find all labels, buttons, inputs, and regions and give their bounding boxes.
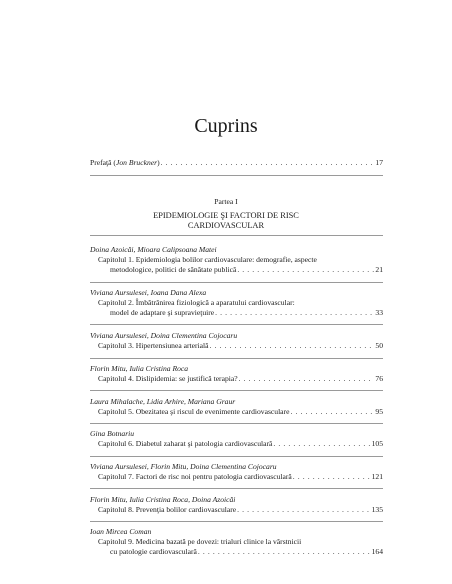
divider [90, 358, 383, 359]
toc-entry-chapter-2[interactable] [110, 308, 383, 318]
toc-entry-chapter-7[interactable] [98, 472, 383, 482]
chapter-title: Capitolul 7. Factori de risc noi pentru patologia cardiovasculară [98, 472, 292, 481]
page-number: 33 [375, 308, 383, 317]
chapter-title: Capitolul 6. Diabetul zaharat şi patologia cardiovasculară [98, 439, 273, 448]
divider [90, 423, 383, 424]
leader-dots [210, 341, 375, 351]
part-label: Partea I [214, 197, 238, 206]
chapter-authors: Doina Azoicăi, Mioara Calipsoana Matei [90, 245, 217, 254]
toc-entry-chapter-3[interactable] [98, 341, 383, 351]
chapter-title[interactable]: Capitolul 9. Medicina bazată pe dovezi: trialuri clinice la vârstnicii [98, 537, 302, 546]
toc-entry-chapter-4[interactable] [98, 374, 383, 384]
chapter-authors: Laura Mihalache, Lidia Arhire, Mariana Graur [90, 397, 236, 406]
page-number: 105 [371, 439, 383, 448]
leader-dots [273, 439, 370, 449]
toc-entry-preface[interactable]: Prefaţă (Jon Bruckner) . . . 17 [90, 158, 383, 168]
page-number: 17 [375, 158, 383, 167]
leader-dots [237, 265, 374, 275]
leader-dots [290, 407, 374, 417]
chapter-title-cont: cu patologie cardiovasculară [110, 547, 197, 556]
preface-author: Jon Bruckner [115, 158, 158, 167]
toc-entry-chapter-8[interactable] [98, 505, 383, 515]
page-number: 50 [375, 341, 383, 350]
divider [90, 235, 383, 236]
chapter-title-cont: model de adaptare şi supravieţuire [110, 308, 215, 317]
leader-dots [239, 374, 375, 384]
chapter-authors: Viviana Aursulesei, Doina Clementina Cojocaru [90, 331, 238, 340]
part-heading-line2: CARDIOVASCULAR [187, 221, 265, 230]
divider [90, 282, 383, 283]
chapter-title: Capitolul 3. Hipertensiunea arterială [98, 341, 209, 350]
chapter-authors: Viviana Aursulesei, Ioana Dana Alexa [90, 288, 207, 297]
divider [90, 175, 383, 176]
chapter-authors: Florin Mitu, Iulia Cristina Roca [90, 364, 189, 373]
preface-label: Prefaţă [90, 158, 112, 167]
page-number: 76 [375, 374, 383, 383]
toc-entry-chapter-6[interactable] [98, 439, 383, 449]
page-title: Cuprins [194, 115, 258, 137]
divider [90, 521, 383, 522]
divider [90, 324, 383, 325]
leader-dots [237, 505, 370, 515]
chapter-authors: Florin Mitu, Iulia Cristina Roca, Doina Azoicăi [90, 495, 236, 504]
page-number: 164 [371, 547, 383, 556]
toc-entry-chapter-1[interactable] [110, 265, 383, 275]
chapter-authors: Ioan Mircea Coman [90, 527, 152, 536]
divider [90, 390, 383, 391]
chapter-authors: Gina Botnariu [90, 429, 135, 438]
divider [90, 456, 383, 457]
leader-dots [215, 308, 374, 318]
chapter-title: Capitolul 4. Dislipidemia: se justifică terapia? [98, 374, 238, 383]
chapter-title: Capitolul 8. Prevenţia bolilor cardiovasculare [98, 505, 237, 514]
page-number: 121 [371, 472, 383, 481]
divider [90, 488, 383, 489]
page-number: 21 [375, 265, 383, 274]
part-heading-line1: EPIDEMIOLOGIE ŞI FACTORI DE RISC [153, 211, 299, 220]
chapter-title: Capitolul 5. Obezitatea şi riscul de evenimente cardiovasculare [98, 407, 290, 416]
chapter-authors: Viviana Aursulesei, Florin Mitu, Doina Clementina Cojocaru [90, 462, 277, 471]
chapter-title[interactable]: Capitolul 2. Îmbătrânirea fiziologică a aparatului cardiovascular: [98, 298, 295, 307]
page-number: 135 [371, 505, 383, 514]
leader-dots [198, 547, 371, 557]
chapter-title[interactable]: Capitolul 1. Epidemiologia bolilor cardiovasculare: demografie, aspecte [98, 255, 317, 264]
leader-dots [293, 472, 371, 482]
toc-entry-chapter-5[interactable] [98, 407, 383, 417]
toc-entry-chapter-9[interactable] [110, 547, 383, 557]
page-number: 95 [375, 407, 383, 416]
leader-dots [161, 158, 375, 168]
chapter-title-cont: metodologice, politici de sănătate publică [110, 265, 237, 274]
